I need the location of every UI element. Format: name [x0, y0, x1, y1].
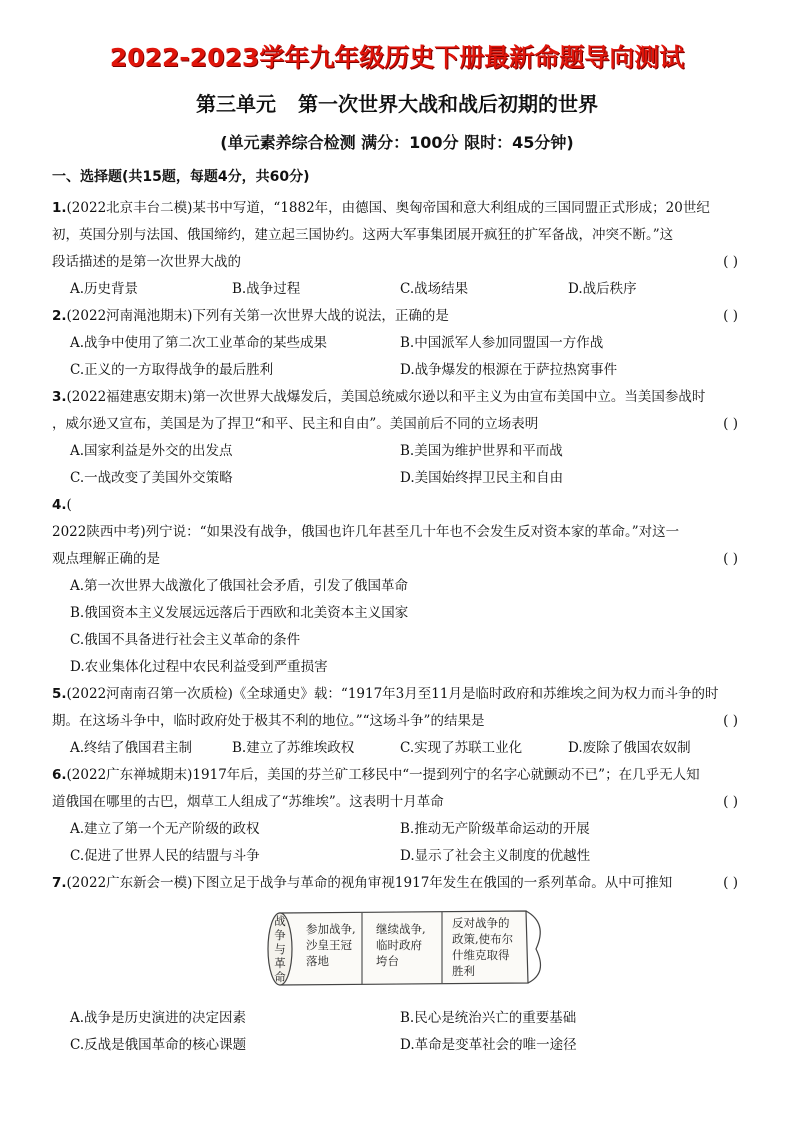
section-heading: 一、选择题(共15题，每题4分，共60分): [52, 169, 310, 185]
options-row: [52, 816, 742, 843]
stage-1-text: 参加战争,: [306, 922, 356, 936]
option-a: A.第一次世界大战激化了俄国社会矛盾，引发了俄国革命: [70, 578, 409, 594]
scroll-label-char: 战: [274, 914, 286, 928]
stage-3-text: 胜利: [452, 964, 475, 978]
question-4: [52, 492, 742, 681]
question-number: 2.: [52, 308, 67, 324]
unit-heading: [0, 88, 794, 117]
option-b: B.战争过程: [232, 281, 301, 297]
answer-blank: ( ): [723, 416, 738, 432]
option-a: A.战争是历史演进的决定因素: [70, 1010, 247, 1026]
question-6: [52, 762, 742, 870]
unit-number: 第三单元: [196, 92, 276, 116]
stage-3-text: 政策,使布尔: [452, 932, 514, 946]
scroll-figure: [52, 897, 742, 1005]
question-text: 段话描述的是第一次世界大战的: [52, 254, 241, 270]
option-b: B.推动无产阶级革命运动的开展: [400, 821, 590, 837]
scroll-label-char: 革: [274, 956, 286, 970]
answer-blank: ( ): [723, 875, 738, 891]
option-b: B.民心是统治兴亡的重要基础: [400, 1010, 577, 1026]
option-c: C.反战是俄国革命的核心课题: [70, 1037, 247, 1053]
stage-3-text: 什维克取得: [452, 948, 510, 962]
question-text: (2022北京丰台二模)某书中写道，“1882年，由德国、奥匈帝国和意大利组成的三国同盟正式形成；20世纪: [66, 200, 710, 216]
question-number: 3.: [52, 389, 67, 405]
question-list: [52, 195, 742, 1059]
exam-title: 2022-2023学年九年级历史下册最新命题导向测试: [109, 43, 685, 72]
options-row: [52, 573, 742, 600]
scroll-label-char: 与: [274, 942, 286, 956]
question-text: (2022广东新会一模)下图立足于战争与革命的视角审视1917年发生在俄国的一系列革命。从中可推知: [66, 875, 673, 891]
option-d: D.农业集体化过程中农民利益受到严重损害: [70, 659, 328, 675]
options-row: [52, 357, 742, 384]
stage-1-text: 沙皇王冠: [306, 938, 352, 952]
stage-3-text: 反对战争的: [452, 916, 510, 930]
option-c: C.战场结果: [400, 281, 469, 297]
stage-2-text: 垮台: [376, 954, 399, 968]
option-d: D.革命是变革社会的唯一途径: [400, 1037, 577, 1053]
answer-blank: ( ): [723, 551, 738, 567]
question-text: 期。在这场斗争中，临时政府处于极其不利的地位。”“这场斗争”的结果是: [52, 713, 485, 729]
options-row: [52, 1032, 742, 1059]
scroll-label-char: 命: [274, 970, 286, 984]
question-text: (2022河南南召第一次质检)《全球通史》载：“1917年3月至11月是临时政府和苏维埃之间为权力而斗争的时: [66, 686, 719, 702]
option-b: B.俄国资本主义发展远远落后于西欧和北美资本主义国家: [70, 605, 409, 621]
unit-title: 第一次世界大战和战后初期的世界: [298, 92, 598, 116]
question-number: 7.: [52, 875, 67, 891]
stage-2-text: 临时政府: [376, 938, 422, 952]
question-text: 2022陕西中考)列宁说：“如果没有战争，俄国也许几年甚至几十年也不会发生反对资本家的革命。”对这一: [52, 524, 680, 540]
options-row: [52, 735, 742, 762]
option-d: D.美国始终捍卫民主和自由: [400, 470, 564, 486]
question-1: [52, 195, 742, 303]
question-2: [52, 303, 742, 384]
exam-meta: (单元素养综合检测 满分：100分 限时：45分钟): [220, 133, 574, 152]
option-a: A.历史背景: [70, 281, 139, 297]
answer-blank: ( ): [723, 254, 738, 270]
question-number: 1.: [52, 200, 67, 216]
options-row: [52, 276, 742, 303]
option-d: D.显示了社会主义制度的优越性: [400, 848, 591, 864]
option-c: C.促进了世界人民的结盟与斗争: [70, 848, 260, 864]
stage-2-text: 继续战争,: [376, 922, 426, 936]
options-row: [52, 654, 742, 681]
answer-blank: ( ): [723, 794, 738, 810]
option-c: C.一战改变了美国外交策略: [70, 470, 233, 486]
options-row: [52, 627, 742, 654]
question-text: (: [66, 497, 72, 513]
question-text: (2022广东禅城期末)1917年后，美国的芬兰矿工移民中“一提到列宁的名字心就颤动不已”；在几乎无人知: [66, 767, 700, 783]
question-text: ，威尔逊又宣布，美国是为了捍卫“和平、民主和自由”。美国前后不同的立场表明: [52, 416, 539, 432]
options-row: [52, 330, 742, 357]
options-row: [52, 465, 742, 492]
option-d: D.战后秩序: [568, 281, 637, 297]
question-number: 5.: [52, 686, 67, 702]
option-d: D.废除了俄国农奴制: [568, 740, 691, 756]
question-number: 4.: [52, 497, 67, 513]
answer-blank: ( ): [723, 713, 738, 729]
option-a: A.战争中使用了第二次工业革命的某些成果: [70, 335, 328, 351]
question-7: [52, 870, 742, 1059]
options-row: [52, 1005, 742, 1032]
question-text: (2022河南渑池期末)下列有关第一次世界大战的说法，正确的是: [66, 308, 449, 324]
scroll-diagram: [266, 903, 556, 995]
options-row: [52, 843, 742, 870]
question-text: 观点理解正确的是: [52, 551, 160, 567]
question-text: (2022福建惠安期末)第一次世界大战爆发后，美国总统威尔逊以和平主义为由宣布美国中立。当美国参战时: [66, 389, 706, 405]
question-text: 初，英国分别与法国、俄国缔约，建立起三国协约。这两大军事集团展开疯狂的扩军备战，冲突不断。”这: [52, 227, 674, 243]
stage-1-text: 落地: [306, 954, 329, 968]
option-c: C.正义的一方取得战争的最后胜利: [70, 362, 274, 378]
option-b: B.建立了苏维埃政权: [232, 740, 355, 756]
option-c: C.俄国不具备进行社会主义革命的条件: [70, 632, 301, 648]
option-a: A.终结了俄国君主制: [70, 740, 193, 756]
answer-blank: ( ): [723, 308, 738, 324]
options-row: [52, 438, 742, 465]
options-row: [52, 600, 742, 627]
option-d: D.战争爆发的根源在于萨拉热窝事件: [400, 362, 618, 378]
option-b: B.美国为维护世界和平而战: [400, 443, 563, 459]
scroll-label-char: 争: [274, 928, 286, 942]
question-number: 6.: [52, 767, 67, 783]
option-a: A.建立了第一个无产阶级的政权: [70, 821, 260, 837]
question-3: [52, 384, 742, 492]
option-b: B.中国派军人参加同盟国一方作战: [400, 335, 604, 351]
option-c: C.实现了苏联工业化: [400, 740, 523, 756]
question-5: [52, 681, 742, 762]
question-text: 道俄国在哪里的古巴，烟草工人组成了“苏维埃”。这表明十月革命: [52, 794, 444, 810]
option-a: A.国家利益是外交的出发点: [70, 443, 233, 459]
